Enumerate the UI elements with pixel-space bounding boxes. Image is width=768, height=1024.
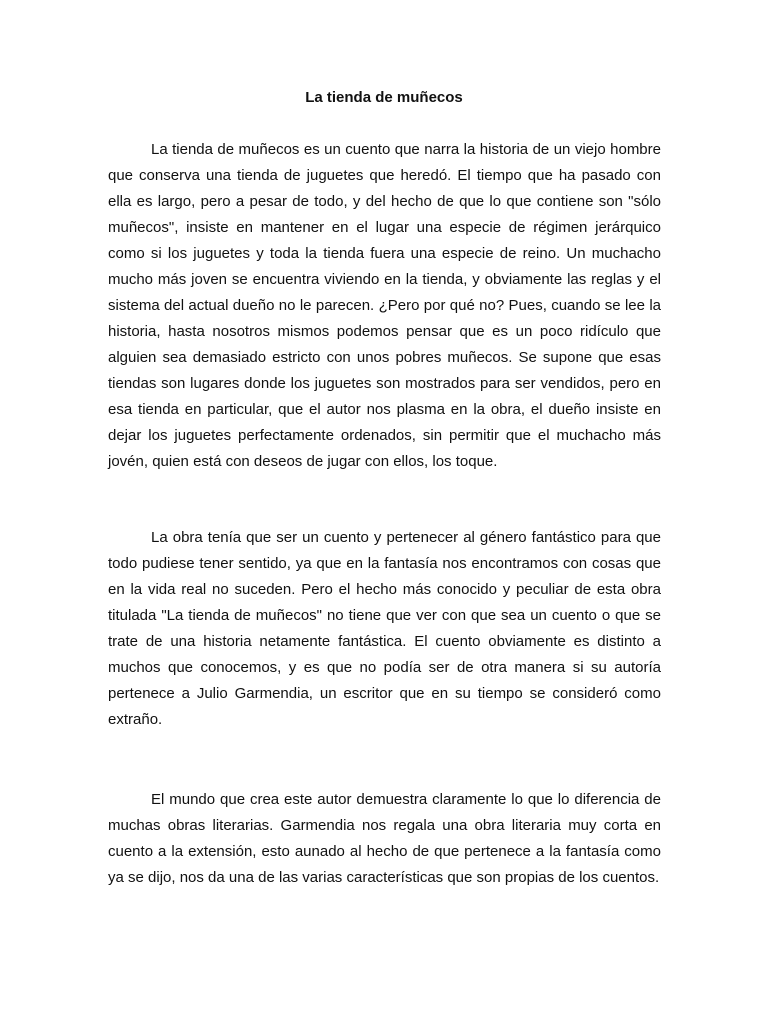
paragraph-line: La tienda de muñecos es un cuento que narra la historia de un viejo hombre — [151, 141, 661, 158]
paragraph-line: mucho más joven se encuentra viviendo en la tienda, y obviamente las reglas y el — [108, 271, 661, 288]
paragraph-line: ya se dijo, nos da una de las varias características que son propias de los cuentos. — [108, 869, 660, 886]
paragraph-line: extraño. — [108, 711, 163, 728]
paragraph-line: El mundo que crea este autor demuestra claramente lo que lo diferencia de — [151, 791, 661, 808]
paragraph-line: en la vida real no suceden. Pero el hecho más conocido y peculiar de esta obra — [108, 581, 661, 598]
paragraph-line: La obra tenía que ser un cuento y pertenecer al género fantástico para que — [151, 529, 661, 546]
paragraph-line: muñecos", insiste en mantener en el lugar una especie de régimen jerárquico — [108, 219, 661, 236]
paragraph-line: que conserva una tienda de juguetes que heredó. El tiempo que ha pasado con — [108, 167, 661, 184]
paragraph-line: todo pudiese tener sentido, ya que en la fantasía nos encontramos con cosas que — [108, 555, 661, 572]
paragraph-2 — [108, 525, 661, 733]
paragraph-line: como si los juguetes y toda la tienda fuera una especie de reino. Un muchacho — [108, 245, 661, 262]
paragraph-line: cuento a la extensión, esto aunado al hecho de que pertenece a la fantasía como — [108, 843, 661, 860]
paragraph-line: trate de una historia netamente fantástica. El cuento obviamente es distinto a — [108, 633, 661, 650]
paragraph-line: ella es largo, pero a pesar de todo, y del hecho de que lo que contiene son "sólo — [108, 193, 661, 210]
paragraph-line: historia, hasta nosotros mismos podemos pensar que es un poco ridículo que — [108, 323, 661, 340]
paragraph-line: titulada "La tienda de muñecos" no tiene que ver con que sea un cuento o que se — [108, 607, 661, 624]
paragraph-line: alguien sea demasiado estricto con unos pobres muñecos. Se supone que esas — [108, 349, 661, 366]
paragraph-3 — [108, 787, 661, 891]
paragraph-line: muchas obras literarias. Garmendia nos regala una obra literaria muy corta en — [108, 817, 661, 834]
paragraph-line: muchos que conocemos, y es que no podía ser de otra manera si su autoría — [108, 659, 661, 676]
document-title: La tienda de muñecos — [305, 89, 463, 106]
paragraph-line: pertenece a Julio Garmendia, un escritor que en su tiempo se consideró como — [108, 685, 661, 702]
paragraph-line: jovén, quien está con deseos de jugar con ellos, los toque. — [108, 453, 498, 470]
paragraph-line: sistema del actual dueño no le parecen. ¿Pero por qué no? Pues, cuando se lee la — [108, 297, 661, 314]
paragraph-line: tiendas son lugares donde los juguetes son mostrados para ser vendidos, pero en — [108, 375, 661, 392]
paragraph-line: dejar los juguetes perfectamente ordenados, sin permitir que el muchacho más — [108, 427, 661, 444]
paragraph-line: esa tienda en particular, que el autor nos plasma en la obra, el dueño insiste en — [108, 401, 661, 418]
paragraph-1 — [108, 137, 661, 475]
